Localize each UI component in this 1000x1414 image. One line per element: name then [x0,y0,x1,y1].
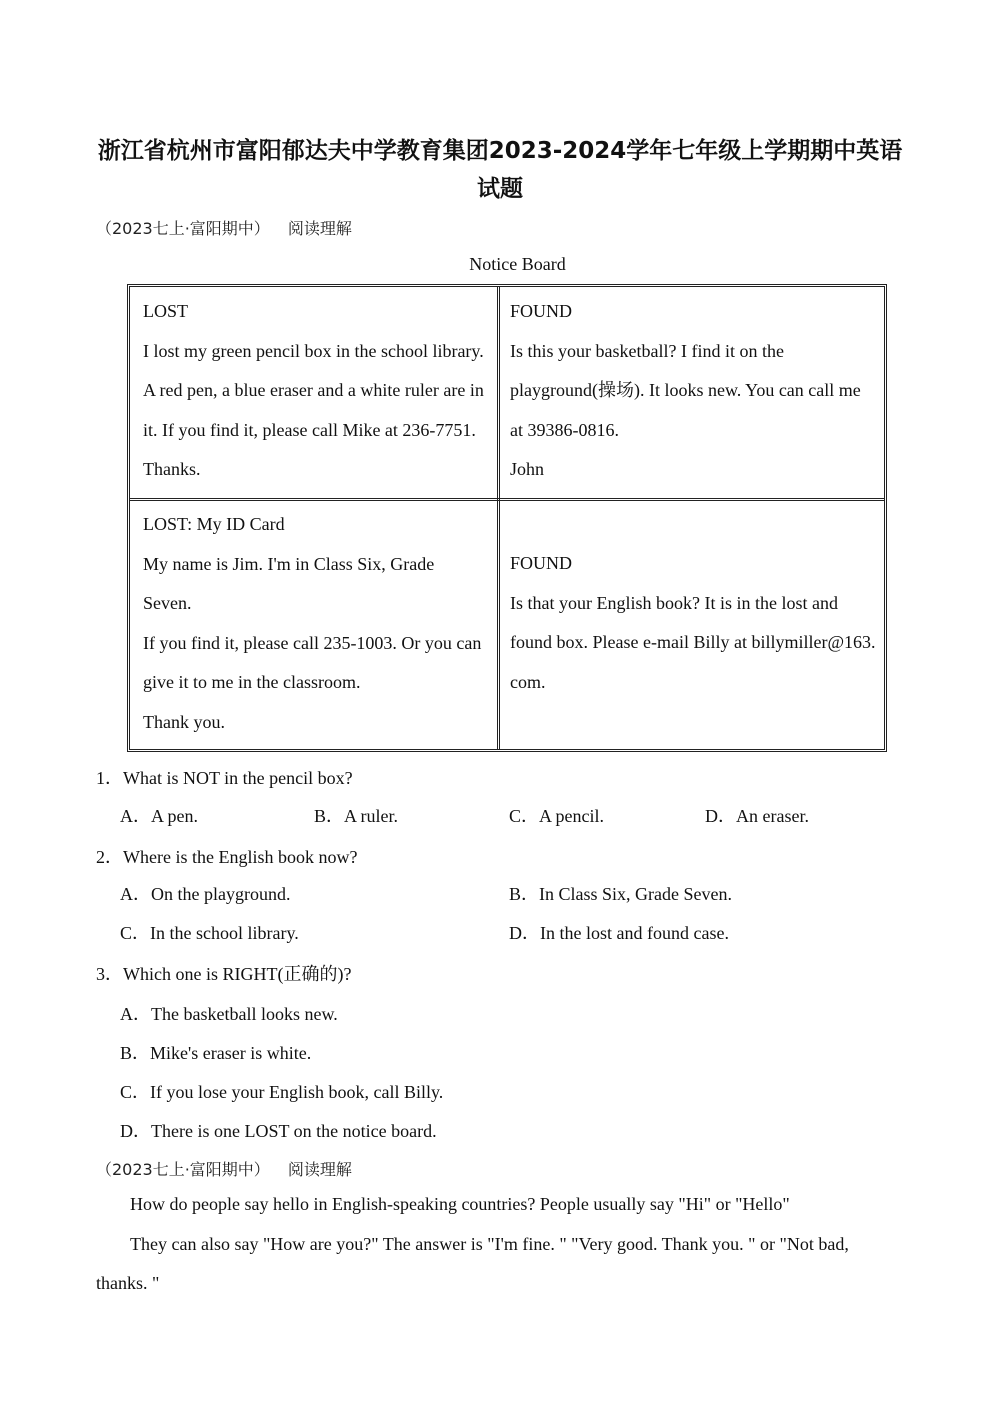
passage-line-3: thanks. " [96,1273,160,1293]
notice-line: A red pen, a blue eraser and a white ruler are in [143,380,484,400]
question-1-option-b[interactable]: B．A ruler. [314,806,398,826]
question-2-option-b[interactable]: B．In Class Six, Grade Seven. [509,884,732,904]
question-2-option-d[interactable]: D．In the lost and found case. [509,923,729,943]
notice-line: found box. Please e-mail Billy at billymiller@163. [510,632,876,652]
notice-line: John [510,459,545,479]
notice-line: LOST: My ID Card [143,514,285,534]
question-type: 阅读理解 [287,219,352,238]
notice-line: Is this your basketball? I find it on the [510,340,784,361]
notice-line: I lost my green pencil box in the school library. [143,340,484,361]
notice-line: FOUND [510,553,573,573]
notice-line: Is that your English book? It is in the lost and [510,592,838,613]
notice-board-table [127,284,887,752]
table-divider-horizontal [130,498,884,501]
passage-line-1: How do people say hello in English-speaking countries? People usually say "Hi" or "Hello" [130,1194,790,1214]
title-line-1: 浙江省杭州市富阳郁达夫中学教育集团2023-2024学年七年级上学期期中英语 [97,138,903,164]
notice-line: at 39386-0816. [510,419,619,440]
notice-line: FOUND [510,301,573,321]
notice-line: Thank you. [143,711,225,732]
notice-line: Thanks. [143,459,201,479]
notice-line: My name is Jim. I'm in Class Six, Grade [143,553,435,574]
question-1-option-c[interactable]: C．A pencil. [509,806,604,826]
question-2-stem: 2．Where is the English book now? [96,847,358,867]
notice-line: If you find it, please call 235-1003. Or you can [143,632,482,653]
question-2-option-a[interactable]: A．On the playground. [120,884,291,904]
notice-line: Seven. [143,593,192,613]
notice-line: give it to me in the classroom. [143,672,361,692]
notice-line: playground(操场). It looks new. You can call me [510,380,861,400]
notice-board-title: Notice Board [469,254,566,274]
source-tag: （2023七上·富阳期中） [96,219,270,238]
section-2-source [96,1157,352,1180]
question-3-stem: 3．Which one is RIGHT(正确的)? [96,964,352,984]
question-3-option-d[interactable]: D．There is one LOST on the notice board. [120,1121,437,1141]
passage-line-2: They can also say "How are you?" The answer is "I'm fine. " "Very good. Thank you. " or "Not bad, [130,1234,849,1254]
question-1-option-d[interactable]: D．An eraser. [705,806,809,826]
notice-line: LOST [143,301,188,321]
notice-lost-pencil-box [130,292,497,490]
question-2-option-c[interactable]: C．In the school library. [120,923,299,943]
notice-found-basketball [497,292,884,490]
notice-lost-id-card [130,505,497,742]
page-title [60,132,940,208]
question-1-stem: 1．What is NOT in the pencil box? [96,768,353,788]
notice-line: it. If you find it, please call Mike at 236-7751. [143,419,476,440]
notice-found-english-book [497,544,884,702]
section-1-source [96,216,352,239]
question-3-option-b[interactable]: B．Mike's eraser is white. [120,1043,312,1063]
question-1-option-a[interactable]: A．A pen. [120,806,198,826]
question-3-option-c[interactable]: C．If you lose your English book, call Billy. [120,1082,444,1102]
question-3-option-a[interactable]: A．The basketball looks new. [120,1004,338,1024]
question-type: 阅读理解 [287,1160,352,1179]
notice-line: com. [510,671,546,692]
source-tag: （2023七上·富阳期中） [96,1160,270,1179]
title-line-2: 试题 [477,176,523,202]
